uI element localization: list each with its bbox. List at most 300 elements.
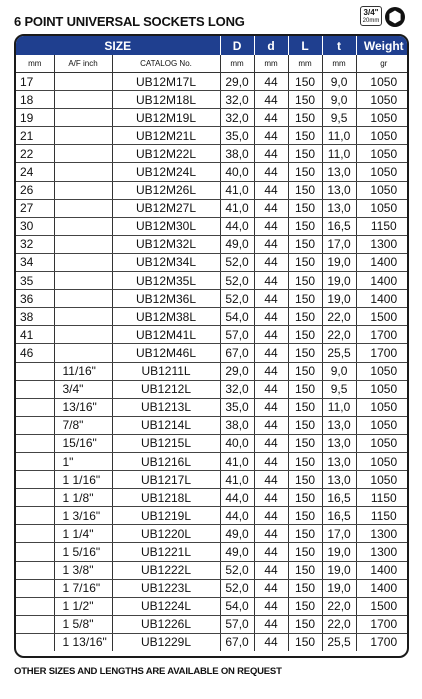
cell-D: 54,0 (220, 308, 254, 326)
cell-inch: 1 5/16" (54, 543, 112, 561)
cell-inch (54, 109, 112, 127)
cell-L: 150 (288, 380, 322, 398)
table-row (16, 452, 409, 470)
cell-L: 150 (288, 561, 322, 579)
table-row (16, 326, 409, 344)
cell-t: 25,5 (322, 633, 356, 651)
table-row (16, 235, 409, 253)
cell-d: 44 (254, 91, 288, 109)
cell-mm (16, 434, 54, 452)
cell-t: 19,0 (322, 253, 356, 271)
cell-d: 44 (254, 543, 288, 561)
cell-L: 150 (288, 362, 322, 380)
cell-L: 150 (288, 434, 322, 452)
cell-L: 150 (288, 597, 322, 615)
cell-L: 150 (288, 181, 322, 199)
cell-D: 40,0 (220, 163, 254, 181)
cell-catalog: UB12M24L (112, 163, 220, 181)
cell-L: 150 (288, 217, 322, 235)
table-row (16, 489, 409, 507)
cell-mm (16, 398, 54, 416)
cell-D: 41,0 (220, 199, 254, 217)
cell-catalog: UB12M19L (112, 109, 220, 127)
page-title: 6 POINT UNIVERSAL SOCKETS LONG (14, 14, 245, 29)
cell-inch: 1 1/16" (54, 471, 112, 489)
cell-D: 52,0 (220, 579, 254, 597)
cell-inch: 1 7/16" (54, 579, 112, 597)
table-row (16, 344, 409, 362)
cell-L: 150 (288, 145, 322, 163)
cell-mm: 30 (16, 217, 54, 235)
cell-catalog: UB1213L (112, 398, 220, 416)
cell-catalog: UB12M34L (112, 253, 220, 271)
cell-catalog: UB1214L (112, 416, 220, 434)
cell-d: 44 (254, 235, 288, 253)
cell-inch: 1 5/8" (54, 615, 112, 633)
table-row (16, 380, 409, 398)
cell-inch (54, 91, 112, 109)
header-d: d (254, 36, 288, 55)
cell-catalog: UB1222L (112, 561, 220, 579)
cell-mm (16, 362, 54, 380)
cell-catalog: UB1220L (112, 525, 220, 543)
table-row (16, 73, 409, 91)
cell-D: 41,0 (220, 181, 254, 199)
cell-d: 44 (254, 344, 288, 362)
table-row (16, 109, 409, 127)
cell-t: 19,0 (322, 561, 356, 579)
cell-d: 44 (254, 73, 288, 91)
table-row (16, 633, 409, 651)
cell-D: 67,0 (220, 344, 254, 362)
cell-catalog: UB12M38L (112, 308, 220, 326)
cell-d: 44 (254, 561, 288, 579)
cell-weight: 1050 (356, 73, 409, 91)
cell-L: 150 (288, 109, 322, 127)
cell-inch (54, 73, 112, 91)
cell-t: 16,5 (322, 217, 356, 235)
cell-t: 13,0 (322, 434, 356, 452)
cell-inch (54, 235, 112, 253)
cell-D: 52,0 (220, 272, 254, 290)
cell-mm (16, 507, 54, 525)
cell-t: 19,0 (322, 290, 356, 308)
cell-inch (54, 181, 112, 199)
cell-weight: 1050 (356, 163, 409, 181)
cell-d: 44 (254, 597, 288, 615)
cell-t: 11,0 (322, 398, 356, 416)
header-row-units (16, 55, 409, 73)
cell-weight: 1050 (356, 91, 409, 109)
cell-weight: 1050 (356, 416, 409, 434)
cell-catalog: UB1215L (112, 434, 220, 452)
cell-mm: 26 (16, 181, 54, 199)
cell-L: 150 (288, 579, 322, 597)
cell-weight: 1050 (356, 109, 409, 127)
cell-L: 150 (288, 344, 322, 362)
cell-mm: 24 (16, 163, 54, 181)
cell-mm (16, 489, 54, 507)
cell-mm: 46 (16, 344, 54, 362)
cell-weight: 1700 (356, 615, 409, 633)
cell-D: 49,0 (220, 525, 254, 543)
cell-inch (54, 308, 112, 326)
cell-d: 44 (254, 181, 288, 199)
cell-mm (16, 380, 54, 398)
cell-t: 13,0 (322, 163, 356, 181)
drive-mm: 20mm (362, 18, 380, 24)
cell-weight: 1050 (356, 181, 409, 199)
cell-inch: 1 1/8" (54, 489, 112, 507)
cell-d: 44 (254, 217, 288, 235)
cell-mm: 18 (16, 91, 54, 109)
cell-L: 150 (288, 507, 322, 525)
cell-d: 44 (254, 127, 288, 145)
cell-d: 44 (254, 163, 288, 181)
cell-weight: 1300 (356, 543, 409, 561)
cell-D: 29,0 (220, 73, 254, 91)
table-row (16, 471, 409, 489)
cell-L: 150 (288, 73, 322, 91)
cell-L: 150 (288, 615, 322, 633)
cell-mm: 17 (16, 73, 54, 91)
table-row (16, 525, 409, 543)
cell-inch (54, 344, 112, 362)
table-row (16, 543, 409, 561)
cell-catalog: UB1223L (112, 579, 220, 597)
header-D: D (220, 36, 254, 55)
cell-t: 16,5 (322, 507, 356, 525)
table-row (16, 615, 409, 633)
cell-L: 150 (288, 290, 322, 308)
cell-D: 35,0 (220, 398, 254, 416)
cell-weight: 1050 (356, 434, 409, 452)
cell-catalog: UB12M35L (112, 272, 220, 290)
cell-weight: 1400 (356, 579, 409, 597)
cell-L: 150 (288, 452, 322, 470)
cell-d: 44 (254, 471, 288, 489)
cell-catalog: UB1224L (112, 597, 220, 615)
footer-note: OTHER SIZES AND LENGTHS ARE AVAILABLE ON REQUEST (14, 666, 282, 677)
cell-weight: 1050 (356, 127, 409, 145)
cell-mm (16, 452, 54, 470)
cell-catalog: UB1221L (112, 543, 220, 561)
cell-t: 9,0 (322, 91, 356, 109)
cell-t: 17,0 (322, 235, 356, 253)
cell-D: 57,0 (220, 326, 254, 344)
cell-catalog: UB12M17L (112, 73, 220, 91)
cell-mm (16, 633, 54, 651)
cell-D: 52,0 (220, 290, 254, 308)
cell-catalog: UB12M26L (112, 181, 220, 199)
cell-L: 150 (288, 471, 322, 489)
header-t: t (322, 36, 356, 55)
hexagon-icon (384, 6, 406, 28)
cell-catalog: UB1226L (112, 615, 220, 633)
cell-D: 52,0 (220, 253, 254, 271)
cell-t: 19,0 (322, 579, 356, 597)
cell-D: 38,0 (220, 145, 254, 163)
cell-inch: 1 1/4" (54, 525, 112, 543)
cell-mm (16, 579, 54, 597)
cell-mm (16, 543, 54, 561)
cell-catalog: UB1211L (112, 362, 220, 380)
cell-catalog: UB12M46L (112, 344, 220, 362)
header-size: SIZE (16, 36, 220, 55)
socket-table (14, 34, 409, 658)
unit-catalog: CATALOG No. (112, 55, 220, 73)
cell-d: 44 (254, 380, 288, 398)
cell-D: 32,0 (220, 91, 254, 109)
cell-d: 44 (254, 452, 288, 470)
cell-mm: 21 (16, 127, 54, 145)
cell-weight: 1500 (356, 308, 409, 326)
cell-weight: 1050 (356, 199, 409, 217)
cell-weight: 1700 (370, 635, 398, 650)
cell-catalog: UB1229L (112, 633, 220, 651)
drive-fraction: 3/4" (363, 8, 379, 17)
cell-inch (54, 272, 112, 290)
cell-D: 44,0 (220, 507, 254, 525)
cell-weight: 1400 (356, 253, 409, 271)
cell-inch (54, 326, 112, 344)
table-row (16, 507, 409, 525)
cell-mm: 41 (16, 326, 54, 344)
cell-mm (16, 615, 54, 633)
cell-mm (16, 471, 54, 489)
cell-t: 9,5 (322, 109, 356, 127)
cell-t: 17,0 (322, 525, 356, 543)
table-row (16, 597, 409, 615)
cell-inch (54, 290, 112, 308)
cell-inch: 1 3/8" (54, 561, 112, 579)
cell-inch: 1 13/16" (54, 633, 112, 651)
cell-inch: 1 3/16" (54, 507, 112, 525)
cell-t: 11,0 (322, 127, 356, 145)
cell-weight: 1150 (356, 507, 409, 525)
cell-weight: 1050 (356, 471, 409, 489)
cell-L: 150 (288, 163, 322, 181)
cell-d: 44 (254, 525, 288, 543)
drive-size-badge (360, 6, 382, 26)
cell-mm: 38 (16, 308, 54, 326)
cell-L: 150 (288, 489, 322, 507)
cell-L: 150 (288, 326, 322, 344)
table-row (16, 398, 409, 416)
unit-af-inch: A/F inch (54, 55, 112, 73)
cell-catalog: UB12M27L (112, 199, 220, 217)
cell-d: 44 (254, 290, 288, 308)
cell-D: 40,0 (220, 434, 254, 452)
cell-t: 9,0 (322, 362, 356, 380)
cell-inch: 13/16" (54, 398, 112, 416)
unit-L-mm: mm (288, 55, 322, 73)
cell-weight: 1050 (356, 398, 409, 416)
cell-weight: 1400 (356, 290, 409, 308)
cell-D: 29,0 (220, 362, 254, 380)
cell-mm (16, 597, 54, 615)
cell-L: 150 (288, 398, 322, 416)
cell-t: 22,0 (322, 326, 356, 344)
cell-catalog: UB12M21L (112, 127, 220, 145)
cell-weight: 1400 (356, 561, 409, 579)
cell-D: 52,0 (220, 561, 254, 579)
cell-catalog: UB12M36L (112, 290, 220, 308)
cell-D: 41,0 (220, 452, 254, 470)
cell-inch (54, 127, 112, 145)
cell-inch (54, 253, 112, 271)
cell-d: 44 (254, 109, 288, 127)
cell-D: 41,0 (220, 471, 254, 489)
cell-D: 54,0 (220, 597, 254, 615)
cell-d: 44 (254, 362, 288, 380)
cell-inch (54, 163, 112, 181)
unit-d-mm: mm (254, 55, 288, 73)
unit-weight-gr: gr (356, 55, 409, 73)
table-row (16, 561, 409, 579)
cell-weight: 1150 (356, 217, 409, 235)
table-row (16, 253, 409, 271)
cell-inch: 3/4" (54, 380, 112, 398)
cell-D: 32,0 (220, 380, 254, 398)
cell-t: 22,0 (322, 308, 356, 326)
cell-catalog: UB1217L (112, 471, 220, 489)
cell-weight: 1050 (356, 380, 409, 398)
cell-t: 22,0 (322, 597, 356, 615)
cell-t: 11,0 (322, 145, 356, 163)
cell-catalog: UB12M22L (112, 145, 220, 163)
cell-t: 9,5 (322, 380, 356, 398)
cell-mm: 35 (16, 272, 54, 290)
cell-inch (54, 217, 112, 235)
cell-t: 22,0 (322, 615, 356, 633)
cell-L: 150 (288, 633, 322, 651)
cell-inch: 11/16" (54, 362, 112, 380)
cell-t: 9,0 (322, 73, 356, 91)
cell-mm: 19 (16, 109, 54, 127)
cell-mm: 22 (16, 145, 54, 163)
cell-D: 32,0 (220, 109, 254, 127)
cell-d: 44 (254, 489, 288, 507)
table-row (16, 362, 409, 380)
cell-d: 44 (254, 579, 288, 597)
cell-D: 38,0 (220, 416, 254, 434)
cell-t: 19,0 (322, 272, 356, 290)
cell-d: 44 (254, 633, 288, 651)
cell-d: 44 (254, 199, 288, 217)
cell-L: 150 (288, 416, 322, 434)
cell-D: 44,0 (220, 489, 254, 507)
table-row (16, 308, 409, 326)
cell-mm (16, 416, 54, 434)
table-row (16, 199, 409, 217)
cell-d: 44 (254, 507, 288, 525)
table-row (16, 163, 409, 181)
cell-mm: 36 (16, 290, 54, 308)
cell-d: 44 (254, 434, 288, 452)
table-row (16, 290, 409, 308)
cell-t: 19,0 (322, 543, 356, 561)
table-row (16, 434, 409, 452)
cell-catalog: UB12M32L (112, 235, 220, 253)
cell-weight: 1150 (356, 489, 409, 507)
cell-catalog: UB12M41L (112, 326, 220, 344)
cell-L: 150 (288, 91, 322, 109)
cell-weight: 1300 (356, 235, 409, 253)
cell-D: 44,0 (220, 217, 254, 235)
cell-t: 13,0 (322, 199, 356, 217)
unit-t-mm: mm (322, 55, 356, 73)
cell-weight: 1700 (356, 326, 409, 344)
cell-d: 44 (254, 145, 288, 163)
cell-inch: 1" (54, 452, 112, 470)
cell-catalog: UB1212L (112, 380, 220, 398)
cell-L: 150 (288, 235, 322, 253)
cell-catalog: UB12M18L (112, 91, 220, 109)
cell-L: 150 (288, 272, 322, 290)
table-row (16, 217, 409, 235)
cell-mm (16, 525, 54, 543)
cell-D: 35,0 (220, 127, 254, 145)
cell-weight: 1050 (356, 362, 409, 380)
cell-inch: 15/16" (54, 434, 112, 452)
header-L: L (288, 36, 322, 55)
cell-inch (54, 199, 112, 217)
cell-catalog: UB1216L (112, 452, 220, 470)
cell-t: 25,5 (322, 344, 356, 362)
cell-d: 44 (254, 253, 288, 271)
cell-L: 150 (288, 525, 322, 543)
table-row (16, 145, 409, 163)
table-row (16, 579, 409, 597)
cell-inch (54, 145, 112, 163)
cell-L: 150 (288, 127, 322, 145)
cell-weight: 1400 (356, 272, 409, 290)
cell-t: 13,0 (322, 452, 356, 470)
cell-t: 13,0 (322, 416, 356, 434)
cell-L: 150 (288, 543, 322, 561)
cell-inch: 7/8" (54, 416, 112, 434)
cell-L: 150 (288, 253, 322, 271)
cell-weight: 1300 (356, 525, 409, 543)
cell-catalog: UB1219L (112, 507, 220, 525)
cell-mm (16, 561, 54, 579)
cell-D: 57,0 (220, 615, 254, 633)
cell-catalog: UB12M30L (112, 217, 220, 235)
table-row (16, 127, 409, 145)
cell-d: 44 (254, 308, 288, 326)
cell-t: 13,0 (322, 181, 356, 199)
cell-d: 44 (254, 272, 288, 290)
cell-L: 150 (288, 308, 322, 326)
cell-L: 150 (288, 199, 322, 217)
cell-weight: 1050 (356, 145, 409, 163)
cell-D: 67,0 (220, 633, 254, 651)
cell-weight: 1050 (356, 452, 409, 470)
cell-t: 13,0 (322, 471, 356, 489)
cell-d: 44 (254, 416, 288, 434)
cell-D: 49,0 (220, 235, 254, 253)
header-weight: Weight (356, 36, 409, 55)
cell-t: 16,5 (322, 489, 356, 507)
cell-d: 44 (254, 398, 288, 416)
table-row (16, 91, 409, 109)
header-row-main (16, 36, 409, 55)
table-row (16, 416, 409, 434)
cell-mm: 34 (16, 253, 54, 271)
table-row (16, 181, 409, 199)
cell-D: 49,0 (220, 543, 254, 561)
